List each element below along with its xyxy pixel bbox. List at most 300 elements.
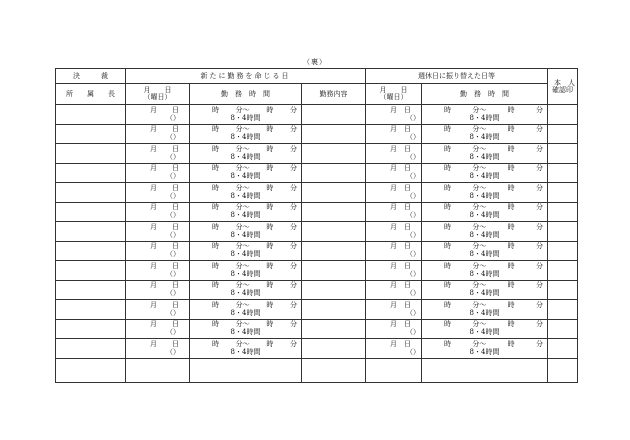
substitute-date-cell[interactable]: [366, 183, 422, 203]
end-hour-label: 時: [507, 183, 515, 192]
duration-label: 8・4時間: [230, 172, 261, 181]
month-label: 月: [390, 281, 398, 290]
work-content-cell[interactable]: [302, 105, 366, 125]
day-label: 日: [172, 339, 179, 348]
end-hour-label: 時: [507, 222, 515, 231]
table-row: [56, 339, 578, 359]
substitute-hours-cell[interactable]: [422, 183, 548, 203]
end-hour-label: 時: [266, 281, 274, 290]
start-hour-label: 時: [444, 242, 452, 251]
day-label: 日: [404, 261, 412, 270]
weekday-paren-open: （: [166, 250, 173, 259]
blank-cell[interactable]: [422, 358, 548, 382]
end-hour-label: 時: [266, 222, 274, 231]
new-work-hours-cell[interactable]: [190, 163, 302, 183]
new-work-date-cell[interactable]: [126, 144, 190, 164]
month-label: 月: [390, 164, 398, 173]
new-work-date-cell[interactable]: [126, 300, 190, 320]
month-label: 月: [150, 242, 157, 251]
weekday-paren-close: ）: [173, 289, 180, 298]
duration-label: 8・4時間: [469, 113, 500, 122]
substitute-hours-cell[interactable]: [422, 144, 548, 164]
substitute-hours-cell[interactable]: [422, 163, 548, 183]
confirm-seal-cell[interactable]: [548, 183, 578, 203]
confirm-seal-cell[interactable]: [548, 105, 578, 125]
end-minute-label: 分: [536, 320, 543, 329]
work-content-cell[interactable]: [302, 339, 366, 359]
blank-cell[interactable]: [366, 358, 422, 382]
approval-label: 決 裁: [73, 71, 108, 80]
end-minute-label: 分: [536, 203, 543, 212]
work-content-cell[interactable]: [302, 202, 366, 222]
end-minute-label: 分: [536, 125, 543, 134]
month-label: 月: [390, 222, 398, 231]
substitute-date-cell[interactable]: [366, 319, 422, 339]
duration-label: 8・4時間: [230, 347, 261, 356]
end-minute-label: 分: [536, 300, 543, 309]
duration-label: 8・4時間: [469, 152, 500, 161]
table-row: [56, 183, 578, 203]
work-content-cell[interactable]: [302, 319, 366, 339]
start-minute-label: 分〜: [235, 281, 250, 290]
day-label: 日: [404, 320, 412, 329]
day-label: 日: [404, 281, 412, 290]
weekday-paren-open: （: [166, 172, 173, 181]
weekday-paren-close: ）: [413, 133, 421, 142]
work-content-cell[interactable]: [302, 222, 366, 242]
weekday-paren-close: ）: [413, 191, 421, 200]
new-work-hours-cell[interactable]: [190, 202, 302, 222]
confirm-seal-cell[interactable]: [548, 222, 578, 242]
month-label: 月: [150, 281, 157, 290]
day-label: 日: [404, 203, 412, 212]
table-row: [56, 144, 578, 164]
day-label: 日: [172, 300, 179, 309]
duration-label: 8・4時間: [230, 211, 261, 220]
day-label: 日: [172, 105, 179, 114]
substitute-date-cell[interactable]: [366, 202, 422, 222]
weekday-paren-close: ）: [413, 269, 421, 278]
day-label: 日: [404, 125, 412, 134]
new-work-hours-cell[interactable]: [190, 319, 302, 339]
start-hour-label: 時: [212, 144, 219, 153]
new-work-date-cell[interactable]: [126, 280, 190, 300]
start-minute-label: 分〜: [235, 339, 250, 348]
end-minute-label: 分: [536, 183, 543, 192]
start-hour-label: 時: [444, 261, 452, 270]
weekday-paren-open: （: [166, 269, 173, 278]
end-hour-label: 時: [507, 320, 515, 329]
substitute-date-cell[interactable]: [366, 261, 422, 281]
duration-label: 8・4時間: [469, 269, 500, 278]
day-label: 日: [172, 203, 179, 212]
start-minute-label: 分〜: [472, 281, 487, 290]
dept-head-cell[interactable]: [56, 300, 126, 320]
weekday-paren-close: ）: [413, 328, 421, 337]
table-row: [56, 261, 578, 281]
duration-label: 8・4時間: [469, 289, 500, 298]
substitute-hours-cell[interactable]: [422, 105, 548, 125]
dept-head-header: 所 属 長: [56, 84, 126, 105]
start-minute-label: 分〜: [472, 320, 487, 329]
confirm-seal-cell[interactable]: [548, 241, 578, 261]
end-minute-label: 分: [536, 339, 543, 348]
weekday-paren-close: ）: [413, 152, 421, 161]
weekday-paren-close: ）: [173, 211, 180, 220]
end-minute-label: 分: [289, 320, 297, 329]
substitute-hours-cell[interactable]: [422, 222, 548, 242]
dept-head-cell[interactable]: [56, 319, 126, 339]
substitute-hours-cell[interactable]: [422, 280, 548, 300]
start-hour-label: 時: [212, 164, 219, 173]
dept-head-cell[interactable]: [56, 261, 126, 281]
start-minute-label: 分〜: [235, 144, 250, 153]
day-label: 日: [172, 261, 179, 270]
work-content-cell[interactable]: [302, 163, 366, 183]
table-row-blank: [56, 358, 578, 382]
confirm-seal-cell[interactable]: [548, 280, 578, 300]
month-label: 月: [390, 300, 398, 309]
duration-label: 8・4時間: [230, 269, 261, 278]
work-content-cell[interactable]: [302, 261, 366, 281]
weekday-paren-open: （: [166, 191, 173, 200]
dept-head-cell[interactable]: [56, 144, 126, 164]
end-hour-label: 時: [266, 242, 274, 251]
end-minute-label: 分: [536, 242, 543, 251]
new-work-hours-cell[interactable]: [190, 339, 302, 359]
duration-label: 8・4時間: [469, 211, 500, 220]
day-label: 日: [172, 281, 179, 290]
end-hour-label: 時: [266, 261, 274, 270]
duration-label: 8・4時間: [230, 328, 261, 337]
end-hour-label: 時: [266, 125, 274, 134]
substitute-date-cell[interactable]: [366, 222, 422, 242]
weekday-paren-close: ）: [173, 172, 180, 181]
new-work-date-cell[interactable]: [126, 163, 190, 183]
start-minute-label: 分〜: [235, 164, 250, 173]
work-content-cell[interactable]: [302, 280, 366, 300]
table-row: [56, 124, 578, 144]
start-hour-label: 時: [212, 125, 219, 134]
substitute-date-cell[interactable]: [366, 105, 422, 125]
end-hour-label: 時: [507, 242, 515, 251]
month-label: 月: [390, 105, 398, 114]
substitute-hours-cell[interactable]: [422, 300, 548, 320]
work-content-cell[interactable]: [302, 241, 366, 261]
start-minute-label: 分〜: [235, 261, 250, 270]
weekday-paren-open: （: [166, 230, 173, 239]
dept-head-cell[interactable]: [56, 202, 126, 222]
start-hour-label: 時: [444, 105, 452, 114]
new-work-date-cell[interactable]: [126, 183, 190, 203]
new-work-hours-cell[interactable]: [190, 280, 302, 300]
end-minute-label: 分: [536, 105, 543, 114]
start-hour-label: 時: [444, 339, 452, 348]
substitute-hours-cell[interactable]: [422, 124, 548, 144]
date-month-day-label: 月 日: [143, 86, 172, 94]
dept-head-cell[interactable]: [56, 183, 126, 203]
new-work-hours-cell[interactable]: [190, 261, 302, 281]
confirm-seal-cell[interactable]: [548, 163, 578, 183]
end-hour-label: 時: [266, 203, 274, 212]
end-hour-label: 時: [266, 164, 274, 173]
duration-label: 8・4時間: [469, 250, 500, 259]
end-hour-label: 時: [507, 339, 515, 348]
start-minute-label: 分〜: [235, 183, 250, 192]
end-hour-label: 時: [266, 320, 274, 329]
weekday-paren-close: ）: [173, 133, 180, 142]
substitute-hours-cell[interactable]: [422, 241, 548, 261]
end-hour-label: 時: [507, 261, 515, 270]
blank-cell[interactable]: [190, 358, 302, 382]
duration-label: 8・4時間: [230, 191, 261, 200]
month-label: 月: [390, 125, 398, 134]
end-hour-label: 時: [266, 300, 274, 309]
duration-label: 8・4時間: [230, 308, 261, 317]
header-row-1: [56, 69, 578, 84]
start-hour-label: 時: [444, 222, 452, 231]
substitute-date-cell[interactable]: [366, 280, 422, 300]
weekday-paren-open: （: [166, 308, 173, 317]
duration-label: 8・4時間: [230, 250, 261, 259]
month-label: 月: [150, 222, 157, 231]
dept-head-cell[interactable]: [56, 241, 126, 261]
start-hour-label: 時: [444, 125, 452, 134]
day-label: 日: [404, 164, 412, 173]
duration-label: 8・4時間: [469, 328, 500, 337]
duration-label: 8・4時間: [230, 289, 261, 298]
duration-label: 8・4時間: [230, 230, 261, 239]
month-label: 月: [390, 261, 398, 270]
table-row: [56, 319, 578, 339]
new-work-date-cell[interactable]: [126, 241, 190, 261]
weekday-paren-close: ）: [173, 250, 180, 259]
month-label: 月: [150, 183, 157, 192]
start-hour-label: 時: [212, 183, 219, 192]
weekday-paren-open: （: [166, 328, 173, 337]
new-work-date-cell[interactable]: [126, 124, 190, 144]
confirm-seal-cell[interactable]: [548, 319, 578, 339]
substitute-date-cell[interactable]: [366, 300, 422, 320]
start-hour-label: 時: [212, 261, 219, 270]
start-minute-label: 分〜: [235, 300, 250, 309]
day-label: 日: [172, 125, 179, 134]
weekday-paren-close: ）: [413, 347, 421, 356]
day-label: 日: [172, 242, 179, 251]
substitute-date-cell[interactable]: [366, 144, 422, 164]
date-weekday-label: （曜日）: [143, 93, 172, 101]
blank-cell[interactable]: [126, 358, 190, 382]
work-content-cell[interactable]: [302, 144, 366, 164]
confirm-seal-cell[interactable]: [548, 261, 578, 281]
dept-head-cell[interactable]: [56, 222, 126, 242]
substitute-date-cell[interactable]: [366, 241, 422, 261]
month-label: 月: [390, 203, 398, 212]
duration-label: 8・4時間: [469, 230, 500, 239]
new-work-date-cell[interactable]: [126, 202, 190, 222]
weekday-paren-close: ）: [413, 289, 421, 298]
work-content-cell[interactable]: [302, 300, 366, 320]
month-label: 月: [150, 164, 157, 173]
duration-label: 8・4時間: [230, 152, 261, 161]
day-label: 日: [404, 242, 412, 251]
weekday-paren-close: ）: [413, 308, 421, 317]
new-work-date-cell[interactable]: [126, 319, 190, 339]
new-work-hours-cell[interactable]: [190, 222, 302, 242]
end-minute-label: 分: [536, 222, 543, 231]
dept-head-cell[interactable]: [56, 358, 126, 382]
weekday-paren-close: ）: [413, 113, 421, 122]
table-row: [56, 202, 578, 222]
dept-head-cell[interactable]: [56, 280, 126, 300]
dept-head-cell[interactable]: [56, 339, 126, 359]
work-hours-header-new: 勤 務 時 間: [190, 84, 302, 105]
start-minute-label: 分〜: [472, 105, 487, 114]
substitute-hours-cell[interactable]: [422, 202, 548, 222]
work-order-form-table: [55, 68, 578, 383]
weekday-paren-close: ）: [173, 269, 180, 278]
end-hour-label: 時: [266, 144, 274, 153]
start-minute-label: 分〜: [472, 300, 487, 309]
confirm-seal-line1: 本 人: [554, 78, 576, 87]
weekday-paren-close: ）: [413, 250, 421, 259]
month-label: 月: [390, 144, 398, 153]
start-hour-label: 時: [212, 300, 219, 309]
dept-head-cell[interactable]: [56, 163, 126, 183]
start-hour-label: 時: [212, 320, 219, 329]
weekday-paren-open: （: [166, 152, 173, 161]
start-minute-label: 分〜: [472, 203, 487, 212]
weekday-paren-open: （: [166, 289, 173, 298]
end-minute-label: 分: [289, 164, 297, 173]
new-work-hours-cell[interactable]: [190, 105, 302, 125]
start-hour-label: 時: [444, 281, 452, 290]
end-hour-label: 時: [507, 105, 515, 114]
start-minute-label: 分〜: [472, 144, 487, 153]
start-hour-label: 時: [444, 183, 452, 192]
weekday-paren-close: ）: [173, 328, 180, 337]
substitute-date-cell[interactable]: [366, 163, 422, 183]
start-hour-label: 時: [444, 164, 452, 173]
end-minute-label: 分: [536, 261, 543, 270]
confirm-seal-cell[interactable]: [548, 358, 578, 382]
substitute-date-cell[interactable]: [366, 124, 422, 144]
end-hour-label: 時: [507, 300, 515, 309]
table-row: [56, 241, 578, 261]
day-label: 日: [172, 320, 179, 329]
work-content-header: 勤務内容: [302, 84, 366, 105]
new-work-hours-cell[interactable]: [190, 300, 302, 320]
weekday-paren-close: ）: [413, 211, 421, 220]
end-hour-label: 時: [507, 281, 515, 290]
duration-label: 8・4時間: [469, 308, 500, 317]
day-label: 日: [404, 105, 412, 114]
substitute-hours-cell[interactable]: [422, 319, 548, 339]
new-work-date-cell[interactable]: [126, 222, 190, 242]
weekday-paren-open: （: [166, 133, 173, 142]
date-weekday-label: （曜日）: [379, 93, 408, 101]
new-work-date-cell[interactable]: [126, 261, 190, 281]
table-row: [56, 222, 578, 242]
start-hour-label: 時: [212, 203, 219, 212]
confirm-seal-cell[interactable]: [548, 202, 578, 222]
substitute-hours-cell[interactable]: [422, 261, 548, 281]
table-row: [56, 105, 578, 125]
end-minute-label: 分: [536, 281, 543, 290]
new-work-hours-cell[interactable]: [190, 241, 302, 261]
end-hour-label: 時: [507, 164, 515, 173]
confirm-seal-cell[interactable]: [548, 300, 578, 320]
confirm-seal-cell[interactable]: [548, 339, 578, 359]
weekday-paren-open: （: [406, 191, 414, 200]
end-hour-label: 時: [266, 339, 274, 348]
weekday-paren-close: ）: [413, 230, 421, 239]
weekday-paren-open: （: [406, 133, 414, 142]
confirm-seal-cell[interactable]: [548, 124, 578, 144]
date-month-day-label: 月 日: [379, 86, 408, 94]
substitute-days-header: 週休日に振り替えた日等: [366, 69, 548, 84]
confirm-seal-cell[interactable]: [548, 144, 578, 164]
header-row-2: [56, 84, 578, 105]
end-minute-label: 分: [289, 242, 297, 251]
new-work-hours-cell[interactable]: [190, 183, 302, 203]
dept-head-cell[interactable]: [56, 124, 126, 144]
new-work-date-cell[interactable]: [126, 339, 190, 359]
weekday-paren-close: ）: [173, 191, 180, 200]
weekday-paren-open: （: [166, 113, 173, 122]
start-minute-label: 分〜: [472, 164, 487, 173]
date-header-substitute: [366, 84, 422, 105]
substitute-hours-cell[interactable]: [422, 339, 548, 359]
start-minute-label: 分〜: [472, 183, 487, 192]
duration-label: 8・4時間: [230, 113, 261, 122]
month-label: 月: [150, 320, 157, 329]
new-work-hours-cell[interactable]: [190, 144, 302, 164]
end-minute-label: 分: [289, 261, 297, 270]
end-minute-label: 分: [289, 300, 297, 309]
day-label: 日: [404, 144, 412, 153]
work-content-cell[interactable]: [302, 124, 366, 144]
day-label: 日: [404, 222, 412, 231]
end-minute-label: 分: [289, 281, 297, 290]
duration-label: 8・4時間: [469, 347, 500, 356]
new-work-date-cell[interactable]: [126, 105, 190, 125]
start-minute-label: 分〜: [235, 105, 250, 114]
blank-cell[interactable]: [302, 358, 366, 382]
start-hour-label: 時: [212, 281, 219, 290]
dept-head-cell[interactable]: [56, 105, 126, 125]
start-minute-label: 分〜: [472, 339, 487, 348]
start-minute-label: 分〜: [472, 125, 487, 134]
end-minute-label: 分: [536, 144, 543, 153]
end-hour-label: 時: [266, 183, 274, 192]
weekday-paren-open: （: [166, 347, 173, 356]
substitute-date-cell[interactable]: [366, 339, 422, 359]
end-minute-label: 分: [289, 222, 297, 231]
start-hour-label: 時: [444, 300, 452, 309]
end-minute-label: 分: [289, 203, 297, 212]
start-minute-label: 分〜: [235, 222, 250, 231]
weekday-paren-close: ）: [173, 152, 180, 161]
month-label: 月: [390, 242, 398, 251]
weekday-paren-open: （: [406, 347, 414, 356]
month-label: 月: [390, 183, 398, 192]
work-content-cell[interactable]: [302, 183, 366, 203]
new-work-hours-cell[interactable]: [190, 124, 302, 144]
start-hour-label: 時: [212, 105, 219, 114]
weekday-paren-close: ）: [173, 308, 180, 317]
weekday-paren-open: （: [406, 152, 414, 161]
